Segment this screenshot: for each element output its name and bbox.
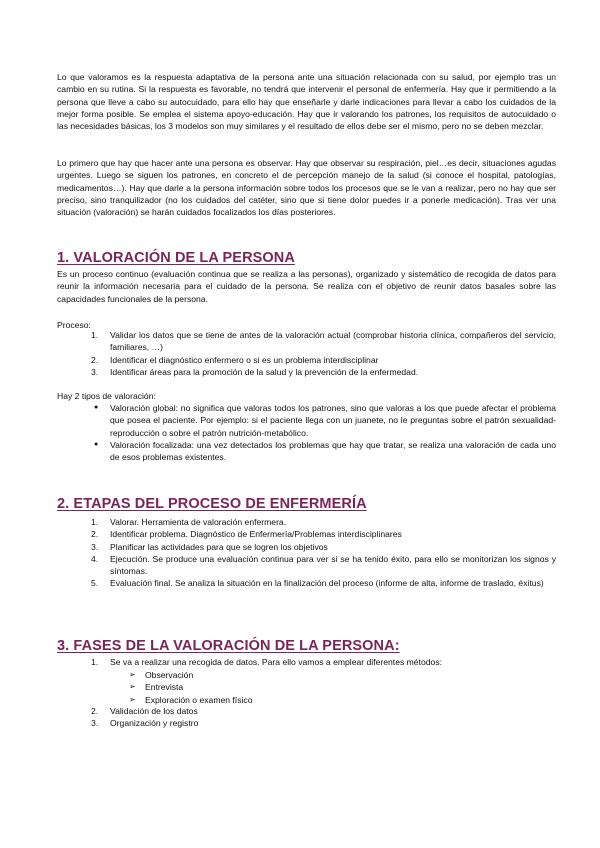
list-item xyxy=(57,717,556,729)
fases-list xyxy=(57,656,556,668)
section-2-heading: 2. ETAPAS DEL PROCESO DE ENFERMERÍA xyxy=(57,496,367,512)
list-item-text: Identificar el diagnóstico enfermero o si es un problema interdisciplinar xyxy=(110,354,379,365)
section-1-heading: 1. VALORACIÓN DE LA PERSONA xyxy=(57,250,295,266)
list-marker: 3. xyxy=(91,718,99,729)
intro-paragraph-2: Lo primero que hay que hacer ante una persona es observar. Hay que observar su respiración, piel…es decir, situaciones agudas urgentes. Luego se siguen los patrones, en concreto el de percepción manejo de la salud (si conoce el hospital, patologías, medicamentos…). Hay que darle a la persona información sobre todos los procesos que se le van a realizar, pero no hay que ser preciso, sino tranquilizador (no los cuidados del catéter, sino que si tiene dolor puedes ir a ponerle medicación). Tras ver una situación (valoración) se harán cuidados focalizados los días posteriores. xyxy=(57,158,556,218)
proceso-list xyxy=(57,329,556,378)
list-item-text: Valorar. Herramienta de valoración enfermera. xyxy=(110,517,287,527)
list-item-text: Validar los datos que se tiene de antes de la valoración actual (comprobar historia clínica, compañeros del servicio, familiares, …) xyxy=(110,330,556,353)
list-item-text: Organización y registro xyxy=(110,718,199,729)
list-item xyxy=(57,354,556,366)
tipos-list xyxy=(57,402,556,463)
arrow-bullet-icon: ➢ xyxy=(129,670,136,679)
list-item xyxy=(57,553,556,578)
list-item xyxy=(57,439,556,464)
list-item-text: Observación xyxy=(145,670,194,680)
list-marker: 3. xyxy=(91,366,99,377)
list-item xyxy=(57,541,556,553)
list-item xyxy=(57,528,556,540)
list-marker: 2. xyxy=(91,529,99,540)
list-item-text: Planificar las actividades para que se logren los objetivos xyxy=(110,541,328,552)
list-item-text: Valoración global: no significa que valoras todos los patrones, sino que valoras a los que puede afectar el problema que posea el paciente. Por ejemplo: si el paciente llega con un juanete, no le preguntas sobre el patrón sexualidad-reproducción o sobre el patrón nutrición-metabólico. xyxy=(110,403,556,438)
list-item-text: Validación de los datos xyxy=(110,706,198,716)
list-item xyxy=(57,681,556,693)
list-item xyxy=(57,656,556,668)
list-item xyxy=(57,577,556,589)
tipos-label: Hay 2 tipos de valoración: xyxy=(57,391,156,401)
list-marker: 1. xyxy=(91,657,99,667)
list-item xyxy=(57,329,556,354)
bullet-marker: ● xyxy=(94,404,99,411)
arrow-bullet-icon: ➢ xyxy=(129,682,136,692)
list-item-text: Exploración o examen físico xyxy=(145,694,253,705)
list-marker: 3. xyxy=(91,541,99,552)
list-item-text: Evaluación final. Se analiza la situación en la finalización del proceso (informe de alta, informe de traslado, éxitus) xyxy=(110,578,544,589)
list-item xyxy=(57,402,556,439)
etapas-list xyxy=(57,516,556,590)
list-item xyxy=(57,705,556,717)
bullet-marker: ● xyxy=(94,440,99,448)
list-item-text: Identificar problema. Diagnóstico de Enfermería/Problemas interdisciplinares xyxy=(110,529,402,540)
list-marker: 1. xyxy=(91,517,99,527)
list-item-text: Se va a realizar una recogida de datos. Para ello vamos a emplear diferentes métodos: xyxy=(110,657,443,667)
list-item-text: Identificar áreas para la promoción de la salud y la prevención de la enfermedad. xyxy=(110,366,419,377)
metodos-list xyxy=(57,669,556,706)
list-item xyxy=(57,516,556,528)
list-marker: 1. xyxy=(91,330,99,340)
list-item-text: Valoración focalizada: una vez detectados los problemas que hay que tratar, se realiza una valoración de cada uno de esos problemas existentes. xyxy=(110,439,556,463)
list-item-text: Ejecución. Se produce una evaluación continua para ver si se ha tenido éxito, para ello se monitorizan los signos y síntomas. xyxy=(110,553,556,577)
section-1-paragraph: Es un proceso continuo (evaluación continua que se realiza a las personas), organizado y sistemático de recogida de datos para reunir la información necesaria para el cuidado de la persona. Se realiza con el objetivo de reunir datos basales sobre las capacidades funcionales de la persona. xyxy=(57,269,556,304)
list-item xyxy=(57,669,556,681)
intro-paragraph-1: Lo que valoramos es la respuesta adaptativa de la persona ante una situación relacionada con su salud, por ejemplo tras un cambio en su rutina. Si la respuesta es favorable, no tendrá que intervenir el personal de enfermería. Hay que ir permitiendo a la persona que lleve a cabo su autocuidado, para ello hay que enseñarle y darle indicaciones para llevar a cabo los cuidados de la mejor forma posible. Se emplea el sistema apoyo-educación. Hay que ir valorando los patrones, los requisitos de autocuidado o las necesidades básicas, los 3 modelos son muy similares y el resultado de ellos debe ser el mismo, pero no se deben mezclar. xyxy=(57,72,556,132)
list-item xyxy=(57,366,556,378)
list-item-text: Entrevista xyxy=(145,682,184,693)
proceso-label: Proceso: xyxy=(57,320,91,330)
list-marker: 2. xyxy=(91,354,99,365)
fases-list-continued xyxy=(57,705,556,730)
list-marker: 5. xyxy=(91,578,99,589)
list-marker: 2. xyxy=(91,706,99,716)
section-3-heading: 3. FASES DE LA VALORACIÓN DE LA PERSONA: xyxy=(57,638,400,654)
arrow-bullet-icon: ➢ xyxy=(129,694,136,704)
list-marker: 4. xyxy=(91,553,99,564)
